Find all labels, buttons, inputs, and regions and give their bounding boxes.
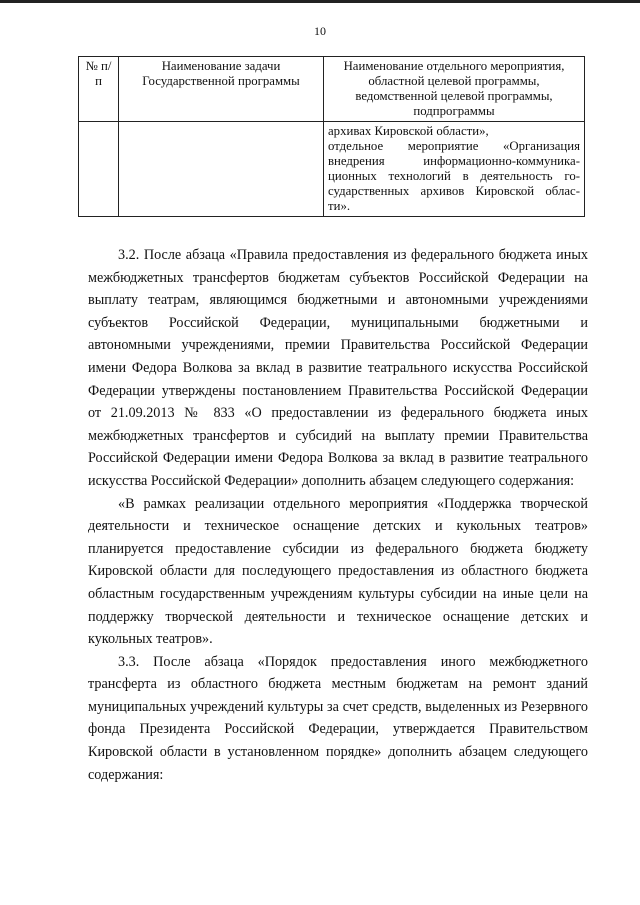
paragraph-quote: «В рамках реализации отдельного мероприятия «Поддержка творческой деятельности и техническое оснащение детских и кукольных театров» планируется предоставление субсидии из федерального бюджета бюджету Кировской области для последующего предоставления из областного бюджета областным государственным учреждениям культуры субсидии на иные цели на поддержку творческой деятельности и техническое оснащение детских и кукольных театров».: [88, 495, 588, 648]
program-table: [78, 56, 585, 217]
page-number: 10: [314, 24, 326, 38]
cell-line: ти».: [328, 199, 351, 213]
document-body: [88, 244, 588, 786]
header-activity-name: Наименование отдельного мероприятия, областной целевой программы, ведомственной целевой программы, подпрограммы: [324, 57, 585, 122]
row-number-cell: [79, 122, 119, 217]
paragraph-3-2: 3.2. После абзаца «Правила предоставления из федерального бюджета иных межбюджетных трансфертов бюджетам субъектов Российской Федерации на выплату театрам, являющимся бюджетными и автономными учреждениями субъектов Российской Федерации, муниципальными бюджетными и автономными учреждениями, премии Правительства Российской Федерации имени Федора Волкова за вклад в развитие театрального искусства Российской Федерации утверждены постановлением Правительства Российской Федерации от 21.09.2013 № 833 «О предоставлении из федерального бюджета иных межбюджетных трансфертов и субсидий на выплату премии Правительства Российской Федерации имени Федора Волкова за вклад в развитие театрального искусства Российской Федерации» дополнить абзацем следующего содержания:: [88, 247, 588, 489]
cell-line: внедрения информационно-коммуника-: [328, 154, 580, 168]
cell-line: отдельное мероприятие «Организация: [328, 139, 580, 153]
top-border-line: [0, 0, 640, 3]
row-task-cell: [119, 122, 324, 217]
cell-line: сударственных архивов Кировской облас-: [328, 184, 580, 198]
table-row: [79, 122, 585, 217]
row-activity-cell: [324, 122, 585, 217]
table-header-row: [79, 57, 585, 122]
cell-line: архивах Кировской области»,: [328, 124, 489, 138]
header-number: № п/п: [79, 57, 119, 122]
paragraph-3-3: 3.3. После абзаца «Порядок предоставления иного межбюджетного трансферта из областного бюджета местным бюджетам на ремонт зданий муниципальных учреждений культуры за счет средств, выделенных из Резервного фонда Президента Российской Федерации, утверждается Правительством Кировской области в установленном порядке» дополнить абзацем следующего содержания:: [88, 653, 588, 783]
cell-line: ционных технологий в деятельность го-: [328, 169, 580, 183]
header-task-name: Наименование задачи Государственной программы: [119, 57, 324, 122]
